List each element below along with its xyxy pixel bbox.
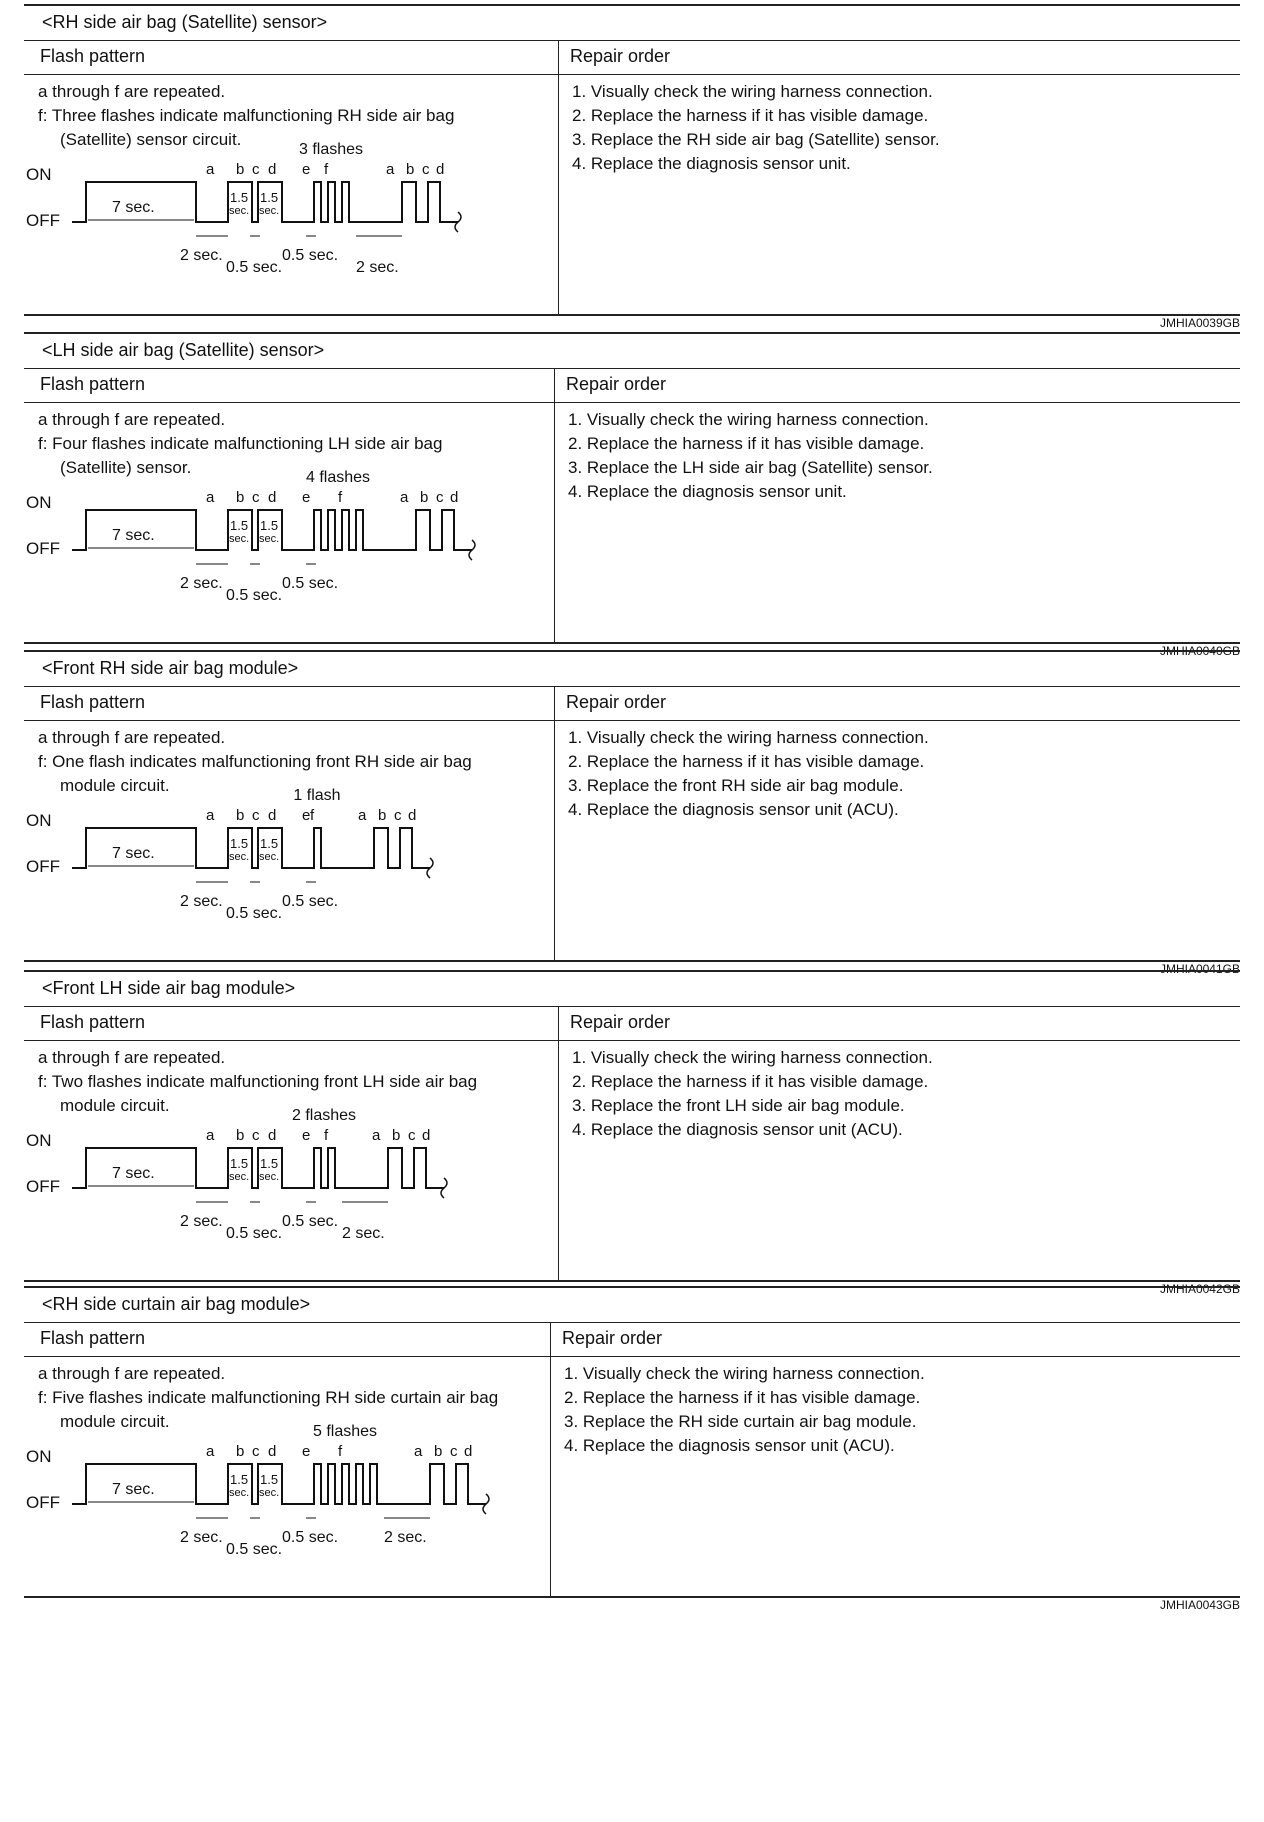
phase-letter: b <box>392 1127 401 1144</box>
flash-pattern-section <box>24 332 1240 662</box>
one-five-label: 1.5 <box>260 190 279 205</box>
one-five-label: 1.5 <box>230 1156 249 1171</box>
phase-letter: c <box>394 807 402 824</box>
repair-order-heading: Repair order <box>570 46 671 66</box>
phase-letter: b <box>236 489 245 506</box>
off-label: OFF <box>26 1493 60 1512</box>
flash-pattern-heading: Flash pattern <box>40 46 146 66</box>
phase-letter: a <box>400 489 409 506</box>
on-label: ON <box>26 1447 52 1466</box>
flash-count-label: 5 flashes <box>312 1423 378 1440</box>
table-header-row <box>24 40 1240 75</box>
phase-letter: a <box>414 1443 423 1460</box>
phase-letter: d <box>450 489 459 506</box>
description-line: module circuit. <box>60 776 170 795</box>
flash-count-label: 1 flash <box>293 787 341 804</box>
repair-step: 1. Visually check the wiring harness connection. <box>568 410 929 429</box>
repair-step: 2. Replace the harness if it has visible damage. <box>568 434 925 453</box>
repair-step: 1. Visually check the wiring harness connection. <box>572 1048 933 1067</box>
phase-letter: d <box>268 161 277 178</box>
description-line: a through f are repeated. <box>38 1364 226 1383</box>
repair-step: 3. Replace the RH side curtain air bag module. <box>564 1412 917 1431</box>
description-line: f: Five flashes indicate malfunctioning RH side curtain air bag <box>38 1388 499 1407</box>
section-header <box>24 650 1240 687</box>
phase-letter: c <box>252 1127 260 1144</box>
seven-sec-label: 7 sec. <box>112 845 155 862</box>
description-line: module circuit. <box>60 1096 170 1115</box>
flash-timing-diagram <box>24 1102 524 1242</box>
two-sec-label: 2 sec. <box>384 1529 427 1546</box>
flash-count-label: 4 flashes <box>305 469 371 486</box>
description-line: module circuit. <box>60 1412 170 1431</box>
two-sec-label: 2 sec. <box>180 893 223 910</box>
phase-letter: e <box>302 1127 311 1144</box>
description-line: a through f are repeated. <box>38 728 226 747</box>
half-sec-label: 0.5 sec. <box>282 247 339 264</box>
one-five-label: 1.5 <box>260 518 279 533</box>
phase-letter: e <box>302 161 311 178</box>
seven-sec-label: 7 sec. <box>112 199 155 216</box>
half-sec-label: 0.5 sec. <box>282 1529 339 1546</box>
two-sec-label: 2 sec. <box>180 1529 223 1546</box>
phase-letter: b <box>434 1443 443 1460</box>
sec-label: sec. <box>229 533 250 545</box>
figure-code: JMHIA0043GB <box>1159 1598 1240 1612</box>
phase-letter: b <box>406 161 415 178</box>
phase-letter: a <box>206 161 215 178</box>
phase-letter: f <box>338 489 343 506</box>
repair-step: 3. Replace the front RH side air bag module. <box>568 776 904 795</box>
phase-letter: e <box>302 489 311 506</box>
sec-label: sec. <box>229 851 250 863</box>
half-sec-label: 0.5 sec. <box>282 575 339 592</box>
half-sec-label: 0.5 sec. <box>226 259 283 276</box>
phase-letter: c <box>252 161 260 178</box>
repair-steps <box>568 408 933 504</box>
phase-letter: c <box>252 489 260 506</box>
section-title: <RH side curtain air bag module> <box>42 1294 311 1314</box>
repair-steps <box>568 726 929 822</box>
seven-sec-label: 7 sec. <box>112 527 155 544</box>
phase-letter: a <box>206 807 215 824</box>
phase-letter: c <box>436 489 444 506</box>
two-sec-label: 2 sec. <box>342 1225 385 1242</box>
flash-timing-diagram <box>24 136 524 276</box>
sec-label: sec. <box>259 1171 280 1183</box>
repair-steps <box>572 1046 933 1142</box>
phase-letter: e <box>302 1443 311 1460</box>
flash-pattern-heading: Flash pattern <box>40 692 146 712</box>
repair-step: 4. Replace the diagnosis sensor unit (ACU). <box>564 1436 895 1455</box>
phase-letter: d <box>436 161 445 178</box>
half-sec-label: 0.5 sec. <box>282 893 339 910</box>
flash-pattern-section <box>24 970 1240 1300</box>
repair-step: 3. Replace the front LH side air bag module. <box>572 1096 905 1115</box>
phase-letter: d <box>408 807 417 824</box>
section-header <box>24 1286 1240 1323</box>
repair-step: 2. Replace the harness if it has visible damage. <box>572 1072 929 1091</box>
phase-letter: e <box>302 807 311 824</box>
half-sec-label: 0.5 sec. <box>226 905 283 922</box>
on-label: ON <box>26 165 52 184</box>
one-five-label: 1.5 <box>230 190 249 205</box>
phase-letter: a <box>206 1443 215 1460</box>
off-label: OFF <box>26 857 60 876</box>
phase-letter: f <box>310 807 315 824</box>
on-label: ON <box>26 493 52 512</box>
two-sec-label: 2 sec. <box>180 575 223 592</box>
sec-label: sec. <box>229 1171 250 1183</box>
phase-letter: c <box>252 1443 260 1460</box>
on-label: ON <box>26 811 52 830</box>
description-line: a through f are repeated. <box>38 82 226 101</box>
phase-letter: d <box>268 489 277 506</box>
phase-letter: d <box>268 1127 277 1144</box>
phase-letter: f <box>324 161 329 178</box>
section-title: <LH side air bag (Satellite) sensor> <box>42 340 325 360</box>
sec-label: sec. <box>259 533 280 545</box>
repair-steps <box>572 80 940 176</box>
phase-letter: b <box>236 807 245 824</box>
repair-step: 2. Replace the harness if it has visible damage. <box>568 752 925 771</box>
description-line: (Satellite) sensor circuit. <box>60 130 242 149</box>
repair-step: 4. Replace the diagnosis sensor unit (ACU). <box>572 1120 903 1139</box>
repair-step: 3. Replace the LH side air bag (Satellite) sensor. <box>568 458 933 477</box>
seven-sec-label: 7 sec. <box>112 1481 155 1498</box>
phase-letter: a <box>206 1127 215 1144</box>
repair-step: 4. Replace the diagnosis sensor unit (ACU). <box>568 800 899 819</box>
two-sec-label: 2 sec. <box>180 247 223 264</box>
repair-step: 1. Visually check the wiring harness connection. <box>568 728 929 747</box>
phase-letter: a <box>206 489 215 506</box>
repair-step: 1. Visually check the wiring harness connection. <box>564 1364 925 1383</box>
phase-letter: f <box>324 1127 329 1144</box>
section-header <box>24 332 1240 369</box>
off-label: OFF <box>26 539 60 558</box>
section-title: <Front LH side air bag module> <box>42 978 296 998</box>
half-sec-label: 0.5 sec. <box>226 587 283 604</box>
one-five-label: 1.5 <box>230 518 249 533</box>
one-five-label: 1.5 <box>260 1472 279 1487</box>
phase-letter: c <box>252 807 260 824</box>
section-header <box>24 4 1240 41</box>
description-line: f: Three flashes indicate malfunctioning RH side air bag <box>38 106 455 125</box>
half-sec-label: 0.5 sec. <box>226 1225 283 1242</box>
table-header-row <box>24 686 1240 721</box>
two-sec-label: 2 sec. <box>356 259 399 276</box>
phase-letter: a <box>386 161 395 178</box>
phase-letter: d <box>464 1443 473 1460</box>
phase-letter: b <box>378 807 387 824</box>
figure-code: JMHIA0040GB <box>1159 644 1240 658</box>
sec-label: sec. <box>259 1487 280 1499</box>
description-line: f: Four flashes indicate malfunctioning LH side air bag <box>38 434 443 453</box>
flash-pattern-section <box>24 650 1240 980</box>
flash-pattern-heading: Flash pattern <box>40 1012 146 1032</box>
flash-count-label: 3 flashes <box>298 141 364 158</box>
off-label: OFF <box>26 211 60 230</box>
flash-pattern-section <box>24 1286 1240 1616</box>
phase-letter: a <box>372 1127 381 1144</box>
flash-timing-diagram <box>24 1418 524 1558</box>
phase-letter: d <box>422 1127 431 1144</box>
table-header-row <box>24 368 1240 403</box>
two-sec-label: 2 sec. <box>180 1213 223 1230</box>
repair-step: 4. Replace the diagnosis sensor unit. <box>572 154 851 173</box>
repair-order-heading: Repair order <box>562 1328 663 1348</box>
phase-letter: b <box>236 161 245 178</box>
phase-letter: c <box>450 1443 458 1460</box>
description-line: f: Two flashes indicate malfunctioning front LH side air bag <box>38 1072 478 1091</box>
one-five-label: 1.5 <box>260 1156 279 1171</box>
one-five-label: 1.5 <box>230 1472 249 1487</box>
phase-letter: d <box>268 807 277 824</box>
on-label: ON <box>26 1131 52 1150</box>
figure-code: JMHIA0041GB <box>1159 962 1240 976</box>
sec-label: sec. <box>259 851 280 863</box>
flash-count-label: 2 flashes <box>291 1107 357 1124</box>
one-five-label: 1.5 <box>260 836 279 851</box>
half-sec-label: 0.5 sec. <box>226 1541 283 1558</box>
phase-letter: d <box>268 1443 277 1460</box>
repair-step: 2. Replace the harness if it has visible damage. <box>564 1388 921 1407</box>
figure-code: JMHIA0039GB <box>1159 316 1240 330</box>
phase-letter: b <box>236 1443 245 1460</box>
flash-pattern-heading: Flash pattern <box>40 1328 146 1348</box>
flash-timing-diagram <box>24 464 524 604</box>
flash-pattern-section <box>24 4 1240 334</box>
section-title: <RH side air bag (Satellite) sensor> <box>42 12 328 32</box>
description-line: f: One flash indicates malfunctioning front RH side air bag <box>38 752 472 771</box>
phase-letter: c <box>422 161 430 178</box>
section-header <box>24 970 1240 1007</box>
repair-step: 3. Replace the RH side air bag (Satellite) sensor. <box>572 130 940 149</box>
repair-step: 2. Replace the harness if it has visible damage. <box>572 106 929 125</box>
repair-steps <box>564 1362 925 1458</box>
phase-letter: b <box>420 489 429 506</box>
phase-letter: c <box>408 1127 416 1144</box>
sec-label: sec. <box>229 205 250 217</box>
description-line: (Satellite) sensor. <box>60 458 192 477</box>
repair-step: 4. Replace the diagnosis sensor unit. <box>568 482 847 501</box>
phase-letter: b <box>236 1127 245 1144</box>
phase-letter: f <box>338 1443 343 1460</box>
phase-letter: a <box>358 807 367 824</box>
table-header-row <box>24 1006 1240 1041</box>
flash-pattern-heading: Flash pattern <box>40 374 146 394</box>
one-five-label: 1.5 <box>230 836 249 851</box>
table-header-row <box>24 1322 1240 1357</box>
repair-order-heading: Repair order <box>566 374 667 394</box>
seven-sec-label: 7 sec. <box>112 1165 155 1182</box>
figure-code: JMHIA0042GB <box>1159 1282 1240 1296</box>
half-sec-label: 0.5 sec. <box>282 1213 339 1230</box>
description-line: a through f are repeated. <box>38 410 226 429</box>
flash-timing-diagram <box>24 782 524 922</box>
off-label: OFF <box>26 1177 60 1196</box>
sec-label: sec. <box>229 1487 250 1499</box>
repair-order-heading: Repair order <box>566 692 667 712</box>
section-title: <Front RH side air bag module> <box>42 658 299 678</box>
description-line: a through f are repeated. <box>38 1048 226 1067</box>
sec-label: sec. <box>259 205 280 217</box>
repair-step: 1. Visually check the wiring harness connection. <box>572 82 933 101</box>
repair-order-heading: Repair order <box>570 1012 671 1032</box>
